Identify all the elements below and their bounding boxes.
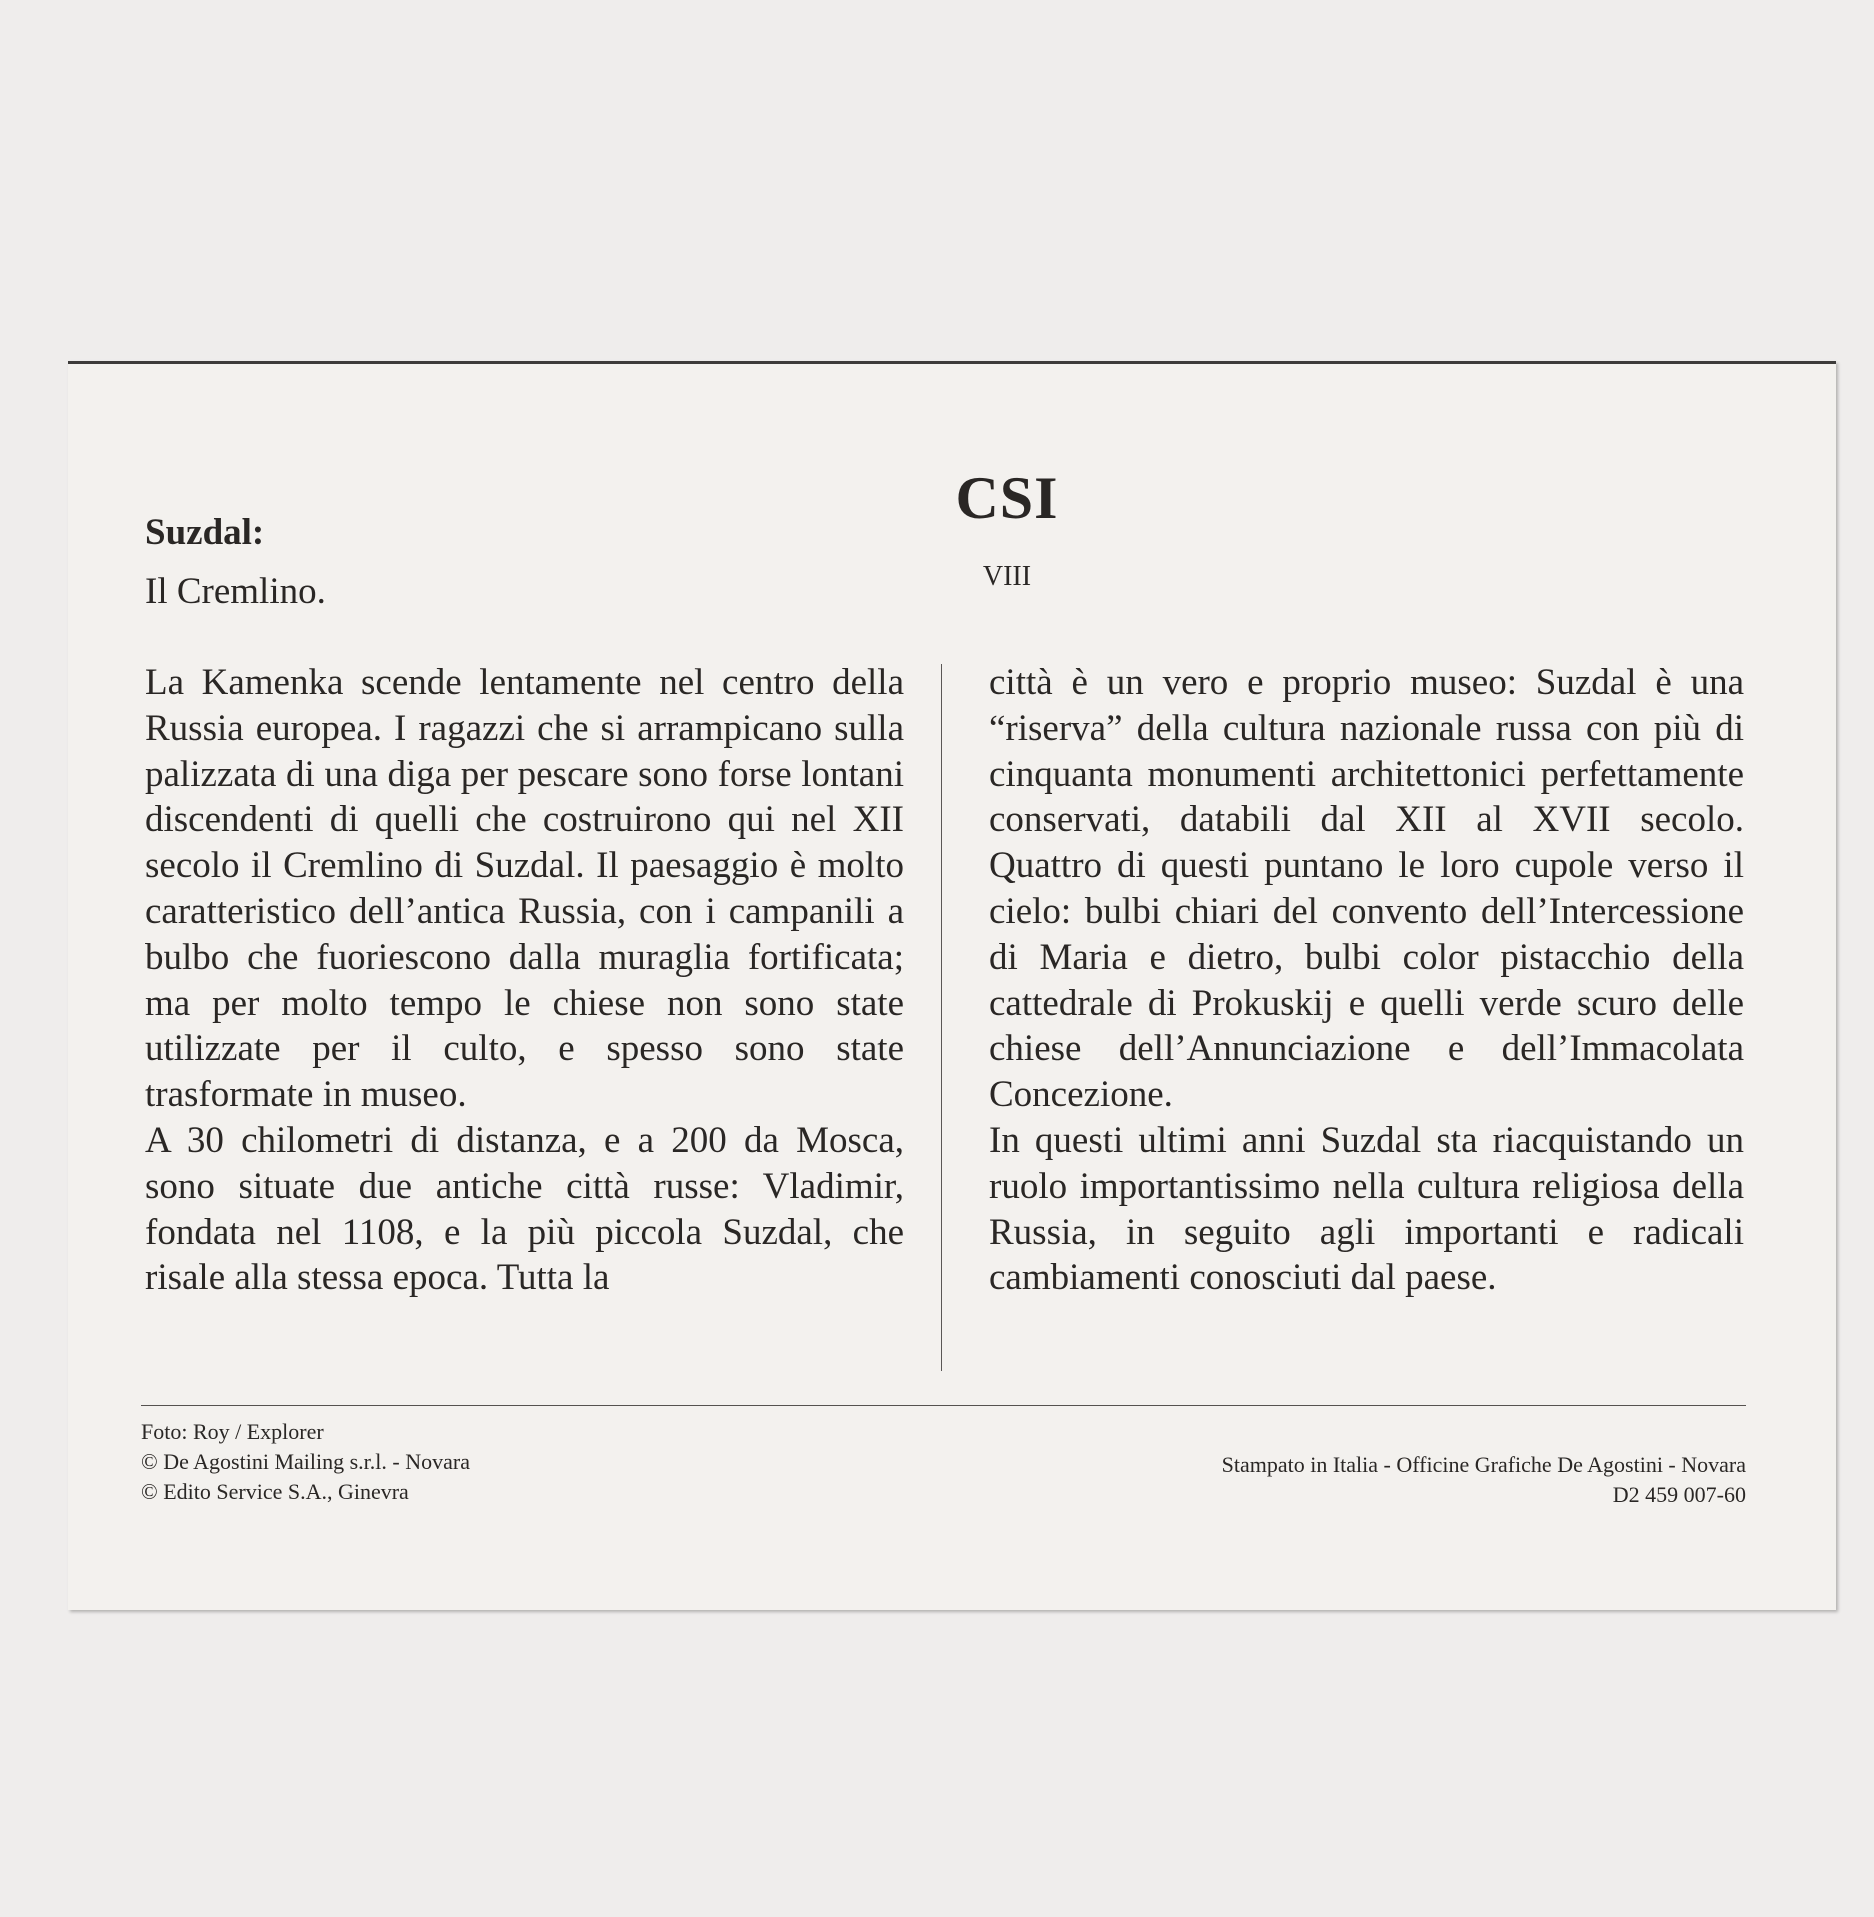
copyright-line: © De Agostini Mailing s.r.l. - Novara [141,1449,470,1474]
product-code: D2 459 007-60 [1612,1482,1746,1507]
footer-rule [141,1405,1746,1406]
photo-credit: Foto: Roy / Explorer [141,1419,324,1444]
paragraph: La Kamenka scende lentamente nel centro della Russia europea. I ragazzi che si arrampicano sulla palizzata di una diga per pescare sono forse lontani discendenti di quelli che costruirono qui nel XII secolo il Cremlino di Suzdal. Il paesaggio è molto caratteristico dell’antica Russia, con i campanili a bulbo che fuoriescono dalla muraglia fortificata; ma per molto tempo le chiese non sono state utilizzate per il culto, e spesso sono state trasformate in museo. [145,662,904,1116]
paragraph: città è un vero e proprio museo: Suzdal è una “riserva” della cultura nazionale russa con più di cinquanta monumenti architettonici perfettamente conservati, databili dal XII al XVII secolo. Quattro di questi puntano le loro cupole verso il cielo: bulbi chiari del convento dell’Intercessione di Maria e dietro, bulbi color pistacchio della cattedrale di Prokuskij e quelli verde scuro delle chiese dell’Annunciazione e dell’Immacolata Concezione. [989,662,1744,1116]
volume-number: VIII [982,561,1032,592]
text-column-right [989,660,1744,1301]
printer-block [1222,1450,1746,1510]
credits-block [141,1417,470,1507]
copyright-line: © Edito Service S.A., Ginevra [141,1479,409,1504]
location-heading: Suzdal: [145,512,265,553]
location-subtitle: Il Cremlino. [145,571,326,612]
paragraph: A 30 chilometri di distanza, e a 200 da Mosca, sono situate due antiche città russe: Vladimir, fondata nel 1108, e la più piccola Suzdal, che risale alla stessa epoca. Tutta la [145,1119,904,1299]
column-divider [941,664,942,1371]
paragraph: In questi ultimi anni Suzdal sta riacquistando un ruolo importantissimo nella cultura religiosa della Russia, in seguito agli importanti e radicali cambiamenti conosciuti dal paese. [989,1119,1744,1299]
postcard-back [68,361,1836,1610]
printer-line: Stampato in Italia - Officine Grafiche De Agostini - Novara [1221,1452,1746,1477]
text-column-left [145,660,904,1301]
country-title: CSI [955,465,1059,531]
